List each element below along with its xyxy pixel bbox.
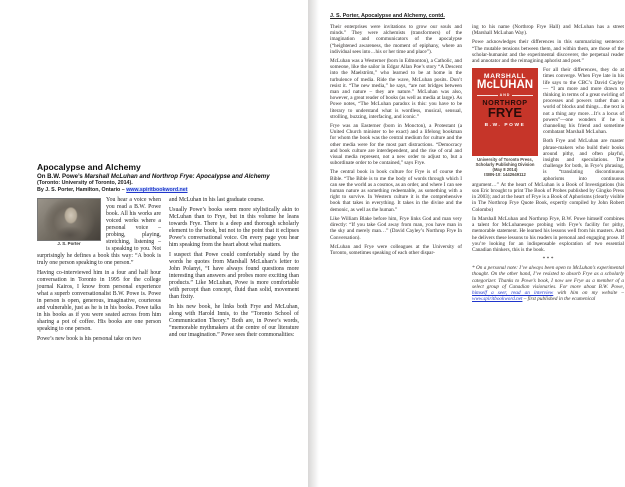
- book-cover-and-label: AND: [499, 93, 511, 98]
- article-title: Apocalypse and Alchemy: [37, 162, 141, 172]
- paragraph: and McLuhan in his last graduate course.: [169, 196, 265, 203]
- paragraph: For all their differences, they do at times converge. When Frye late in his life says to the CBC’s David Cayley — “I am more and more drawn to thinking in terms of a great swirling of processes and powers rather than a world of blocks and things…the text is not a thing any more…It’s a locus of powers”—one wonders if he is channeling his friend and sometime combatant Marshall McLuhan.: [543, 67, 624, 136]
- footnote-website-link[interactable]: www.spiritbookword.net: [472, 296, 523, 303]
- caption-isbn: ISBN-10: 1442649112: [484, 172, 526, 178]
- book-cover-author: B.W. POWE: [484, 122, 526, 128]
- article-page-2: [308, 0, 625, 487]
- paragraph: ing to his name (Northrop Frye Hall) and McLuhan has a street (Marshall McLuhan Way).: [472, 24, 624, 37]
- paragraph: In his new book, he links both Frye and McLuhan, along with Harold Innis, to the “Toronto School of Communication Theory.” Both are, in Powe’s words, “memorable mythmakers at the centre of our literature and our imagination.” Powe sees their commonalities:: [169, 303, 299, 338]
- book-cover-title-line2: McLUHAN: [476, 79, 534, 92]
- byline-text: By J. S. Porter, Hamilton, Ontario –: [37, 187, 127, 193]
- paragraph: Their enterprises were invitations to grow our souls and minds.” They were alchemists (transformers) of the imagination and communicators of the apocalypse (“heightened awareness, the moment of epiphany, where an individual sees into…his or her time and place”).: [330, 24, 462, 55]
- page-1-content: [37, 162, 299, 346]
- author-photo: [37, 198, 101, 241]
- paragraph: You hear a voice when you read a B.W. Powe book. All his works are voiced works where a personal voice – probing, playing, stretching, listening – is speaking to you. Not surprisingly he defines a book this way: “A book is truly one person speaking to one person.”: [37, 196, 161, 266]
- paragraph: Like William Blake before him, Frye links God and man very directly: “If you take God away from man, you have man in the sky and merely man…” (David Cayley’s Northrop Frye In Conversation).: [330, 215, 462, 241]
- footnote-text-2: with him on my website –: [553, 289, 625, 296]
- byline-website-link[interactable]: www.spiritbookword.net: [126, 187, 188, 193]
- footnote: [472, 265, 624, 302]
- byline: [37, 187, 299, 194]
- paragraph: McLuhan was a Westerner (born in Edmonton), a Catholic, and someone, like the sailor in Edgar Allan Poe’s story “A Descent into the Maelström,” who learned to be at home in the turbulence of media. Ride the wave, McLuhan posits. Don’t resist it. “The new media,” he says, “are not bridges between man and nature – they are nature.” McLuhan was also, however, a great reader of books (as well as media at large). As Powe notes, “The McLuhan paradox is this: you have to be literary to understand what is wordless, musical, sensual, strolling, buzzing, interfacing, and iconic.”: [330, 58, 462, 120]
- footnote-text-3: – first published in the ecumenical: [522, 296, 596, 303]
- footnote-interview-link[interactable]: himself a seer, read an interview: [472, 289, 554, 296]
- publication-line: (Toronto: University of Toronto, 2014).: [37, 180, 133, 187]
- book-cover-block: [472, 68, 538, 177]
- page-2-content: [330, 13, 624, 305]
- asterisk-separator: * * *: [542, 256, 554, 263]
- caption-division: Scholarly Publishing Division: [475, 162, 535, 168]
- page-1-column-b: [169, 197, 299, 346]
- article-page-1: [0, 0, 308, 487]
- page-1-columns: [37, 197, 299, 346]
- subtitle-book-title: Marshall McLuhan and Northrop Frye: Apocalypse and Alchemy: [84, 173, 270, 180]
- book-cover-caption: [472, 157, 538, 177]
- paragraph: Powe’s new book is his personal take on two: [37, 335, 142, 342]
- book-cover-and-rule: [477, 93, 533, 97]
- author-photo-caption: J. S. Porter: [57, 240, 81, 246]
- book-cover: [472, 68, 538, 156]
- book-cover-title-line4: FRYE: [487, 104, 523, 120]
- caption-date: (May 8 2014): [492, 167, 518, 173]
- paragraph: In Marshall McLuhan and Northrop Frye, B.W. Powe himself combines a talent for McLuhanesque probing with Frye’s facility for pithy, memorable statement. He learned his lessons well from his masters. And he delivers these lessons to his readers in personal and engaging prose. If you’re looking for an indispensable exploration of two essential Canadian thinkers, this is the book.: [472, 215, 624, 253]
- page-2-columns: [330, 24, 624, 305]
- footnote-text-1: * On a personal note: I’ve always been open to McLuhan’s experimental thought. On the other hand, I’ve resisted to absorb Frye as a scholarly categorizer. Thanks to Powe’s book, I now see Frye as a member of a select group of Canadian visionaries. For more about B.W. Powe,: [472, 265, 624, 290]
- article-subtitle: [37, 173, 299, 180]
- book-cover-title-line3: NORTHROP: [482, 98, 528, 108]
- page-1-column-a: [37, 197, 161, 346]
- paragraph: I suspect that Powe could comfortably stand by the words he quotes from Marshall McLuhan’s letter to John Polanyi, “I have always found questions more interesting than answers and probes more exciting than products.” Like McLuhan, Powe is more comfortable with percept than concept, fluid than solid, movement than fixity.: [169, 251, 299, 300]
- page-2-column-1: [330, 24, 462, 305]
- paragraph: Both Frye and McLuhan are master phrase-makers who build their books around pithy, and often playful, insights and speculations. The challenge for both, in Frye’s phrasing, is “translating discontinuous aphorisms into continuous argument…” At the heart of McLuhan is a Book of Investigations (his son Eric brought to print The Book of Probes published by Gingko Press in 2003); and at the heart of Frye is a Book of Aphorisms (clearly visible in The Northrop Frye Quote Book, expertly compiled by John Robert Colombo): [472, 138, 624, 213]
- author-photo-block: [37, 198, 101, 247]
- page-2-column-2: [472, 24, 624, 305]
- book-cover-title-line1: MARSHALL: [483, 73, 527, 81]
- paragraph: Powe acknowledges their differences in this summarizing sentence: “The mutable tensions between them, and within them, are those of the scholar-humanist and the experimental discoverer, the perpetual reader and annotator and the reimagining aphorist and poet.”: [472, 39, 624, 65]
- subtitle-prefix: On B.W. Powe’s: [37, 173, 85, 180]
- continuation-header: J. S. Porter, Apocalypse and Alchemy, contd.: [330, 13, 445, 19]
- paragraph: The central book in book culture for Frye is of course the Bible. “The Bible is to me the body of words through which I can see the world as a cosmos, as an order, and where I can see human nature as something redeemable, as something with a right to survive. In Western culture it is the comprehensive book that takes in everything. It takes in the divine and the demonic, as well as the human.”: [330, 169, 462, 213]
- paragraph: Having co-interviewed him in a four and half hour conversation in Toronto in 1995 for the college journal Kairos, I know from personal experience what a superb conversationalist B.W. Powe is. Powe in person is open, generous, imaginative, courteous and vulnerable, just as he is in his books. Powe talks in his books as if you were seated across from him sharing a pot of coffee. His books are one person speaking to one person.: [37, 269, 161, 332]
- caption-publisher: University of Toronto Press,: [477, 157, 533, 163]
- paragraph: Usually Powe’s books seem more stylistically akin to McLuhan than to Frye, but in this volume he leans towards Frye. There is a deep and thorough scholarly element to the book, but not to the point that it eclipses Powe’s conversational voice. On every page you hear him speaking from the heart about what matters.: [169, 206, 299, 248]
- paragraph: McLuhan and Frye were colleagues at the University of Toronto, sometimes speaking of each other dispar-: [330, 243, 462, 256]
- paragraph: Frye was an Easterner (born in Moncton), a Protestant (a United Church minister to be exact) and a lifelong bookman for whom the book was the central medium for culture and the other media were for the most part distractions. “Democracy and book culture are interdependent, and the rise of oral and visual media represent, not a new order to adjust to, but a subordinate order to be contained,” says Frye.: [330, 123, 462, 167]
